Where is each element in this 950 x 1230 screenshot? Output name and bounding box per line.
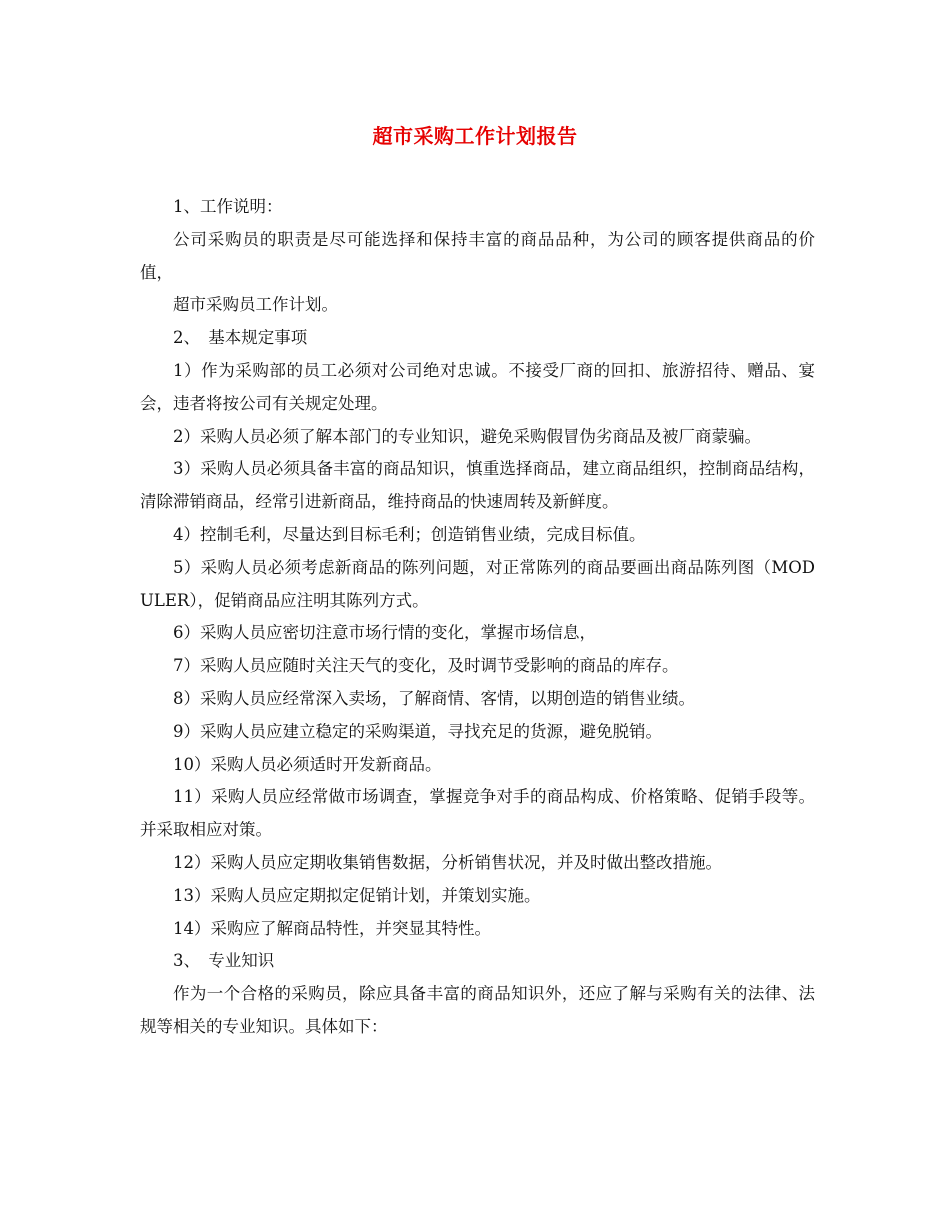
paragraph: 6）采购人员应密切注意市场行情的变化，掌握市场信息，	[173, 623, 596, 643]
paragraph: 11）采购人员应经常做市场调查，掌握竞争对手的商品构成、价格策略、促销手段等。并采取相应对策。	[140, 787, 815, 840]
paragraph: 5）采购人员必须考虑新商品的陈列问题，对正常陈列的商品要画出商品陈列图（MODULER），促销商品应注明其陈列方式。	[140, 557, 815, 610]
paragraph: 公司采购员的职责是尽可能选择和保持丰富的商品品种，为公司的顾客提供商品的价值，	[140, 229, 815, 282]
document-title: 超市采购工作计划报告	[372, 124, 578, 148]
paragraph: 13）采购人员应定期拟定促销计划，并策划实施。	[173, 885, 541, 905]
paragraph: 12）采购人员应定期收集销售数据，分析销售状况，并及时做出整改措施。	[173, 852, 722, 872]
paragraph: 1、工作说明：	[173, 197, 283, 216]
paragraph: 超市采购员工作计划。	[173, 295, 338, 315]
paragraph: 10）采购人员必须适时开发新商品。	[173, 754, 442, 774]
paragraph: 8）采购人员应经常深入卖场，了解商情、客情，以期创造的销售业绩。	[173, 688, 695, 708]
paragraph: 7）采购人员应随时关注天气的变化，及时调节受影响的商品的库存。	[173, 656, 679, 676]
paragraph: 4）控制毛利，尽量达到目标毛利；创造销售业绩，完成目标值。	[173, 524, 646, 544]
section-heading: 2、 基本规定事项	[173, 328, 308, 348]
paragraph: 14）采购应了解商品特性，并突显其特性。	[173, 918, 491, 938]
paragraph: 1）作为采购部的员工必须对公司绝对忠诚。不接受厂商的回扣、旅游招待、赠品、宴会，违者将按公司有关规定处理。	[140, 360, 815, 413]
paragraph: 作为一个合格的采购员，除应具备丰富的商品知识外，还应了解与采购有关的法律、法规等相关的专业知识。具体如下：	[140, 984, 815, 1036]
paragraph: 2）采购人员必须了解本部门的专业知识，避免采购假冒伪劣商品及被厂商蒙骗。	[173, 426, 761, 446]
section-heading: 3、 专业知识	[173, 951, 275, 971]
paragraph: 9）采购人员应建立稳定的采购渠道，寻找充足的货源，避免脱销。	[173, 721, 662, 741]
document-body	[140, 191, 815, 1044]
paragraph: 3）采购人员必须具备丰富的商品知识，慎重选择商品，建立商品组织，控制商品结构，清除滞销商品，经常引进新商品，维持商品的快速周转及新鲜度。	[140, 459, 815, 512]
